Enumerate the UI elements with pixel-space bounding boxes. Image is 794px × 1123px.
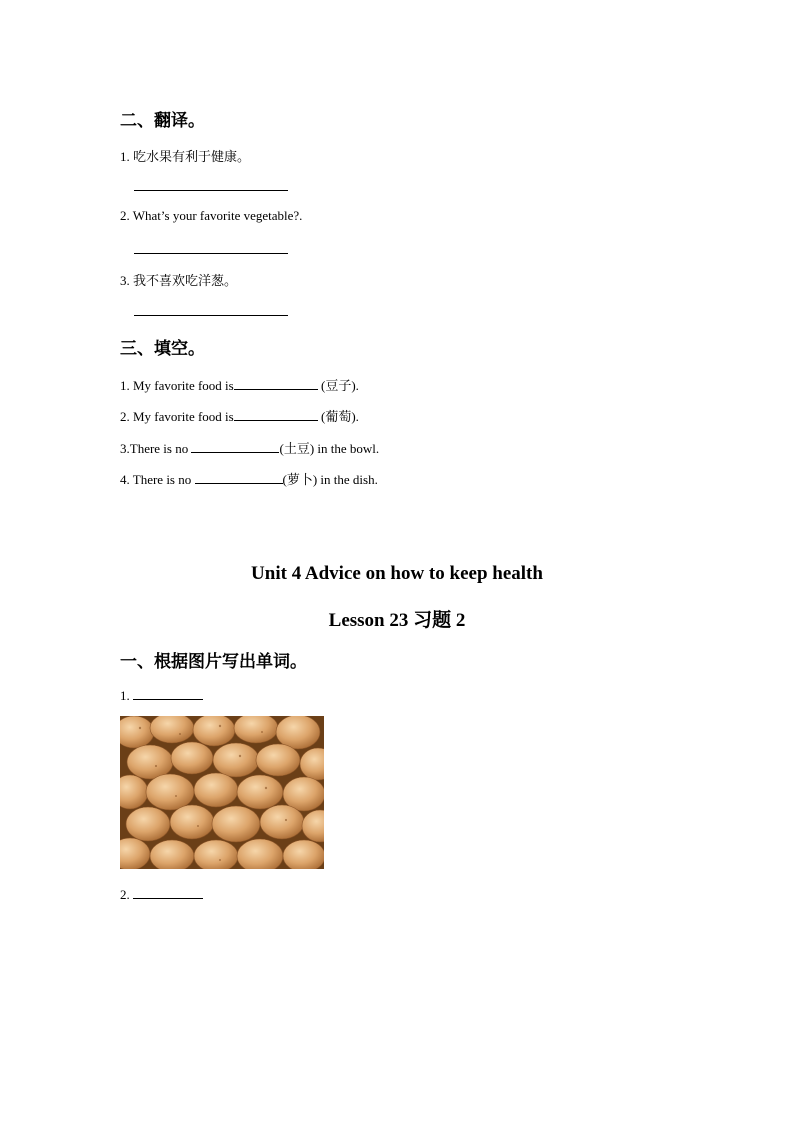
fill-item-hint: (萝卜) in the dish. (282, 472, 378, 487)
fill-item-text: 2. My favorite food is (120, 409, 234, 424)
answer-line-3[interactable] (134, 315, 288, 316)
section-heading-translate: 二、翻译。 (120, 111, 205, 131)
word-item-2 (120, 886, 203, 903)
translate-item-3: 3. 我不喜欢吃洋葱。 (120, 273, 238, 288)
word-item-number: 2. (120, 887, 133, 902)
fill-item-hint: (葡萄). (317, 409, 359, 424)
fill-item-text: 1. My favorite food is (120, 378, 234, 393)
word-blank[interactable] (133, 687, 203, 700)
translate-item-2: 2. What’s your favorite vegetable?. (120, 208, 303, 223)
fill-item-1 (120, 375, 359, 394)
fill-item-text: 3.There is no (120, 441, 192, 456)
word-item-1 (120, 687, 203, 704)
lesson-title: Lesson 23 习题 2 (328, 610, 466, 631)
fill-blank[interactable] (195, 471, 283, 484)
fill-item-hint: (土豆) in the bowl. (279, 441, 380, 456)
section-heading-write-words: 一、根据图片写出单词。 (120, 652, 307, 672)
answer-line-1[interactable] (134, 190, 288, 191)
fill-item-2 (120, 406, 359, 425)
fill-item-text: 4. There is no (120, 472, 195, 487)
word-blank[interactable] (133, 886, 203, 899)
fill-item-hint: (豆子). (317, 378, 359, 393)
fill-blank[interactable] (234, 408, 318, 421)
answer-line-2[interactable] (134, 253, 288, 254)
fill-blank[interactable] (234, 377, 318, 390)
unit-title: Unit 4 Advice on how to keep health (251, 563, 543, 584)
fill-item-3 (120, 438, 379, 457)
word-item-number: 1. (120, 688, 133, 703)
translate-item-1: 1. 吃水果有利于健康。 (120, 149, 251, 164)
potatoes-image (120, 716, 324, 869)
fill-item-4 (120, 469, 378, 488)
fill-blank[interactable] (191, 440, 279, 453)
section-heading-fill-blank: 三、填空。 (120, 339, 205, 359)
potatoes-illustration (120, 716, 324, 869)
